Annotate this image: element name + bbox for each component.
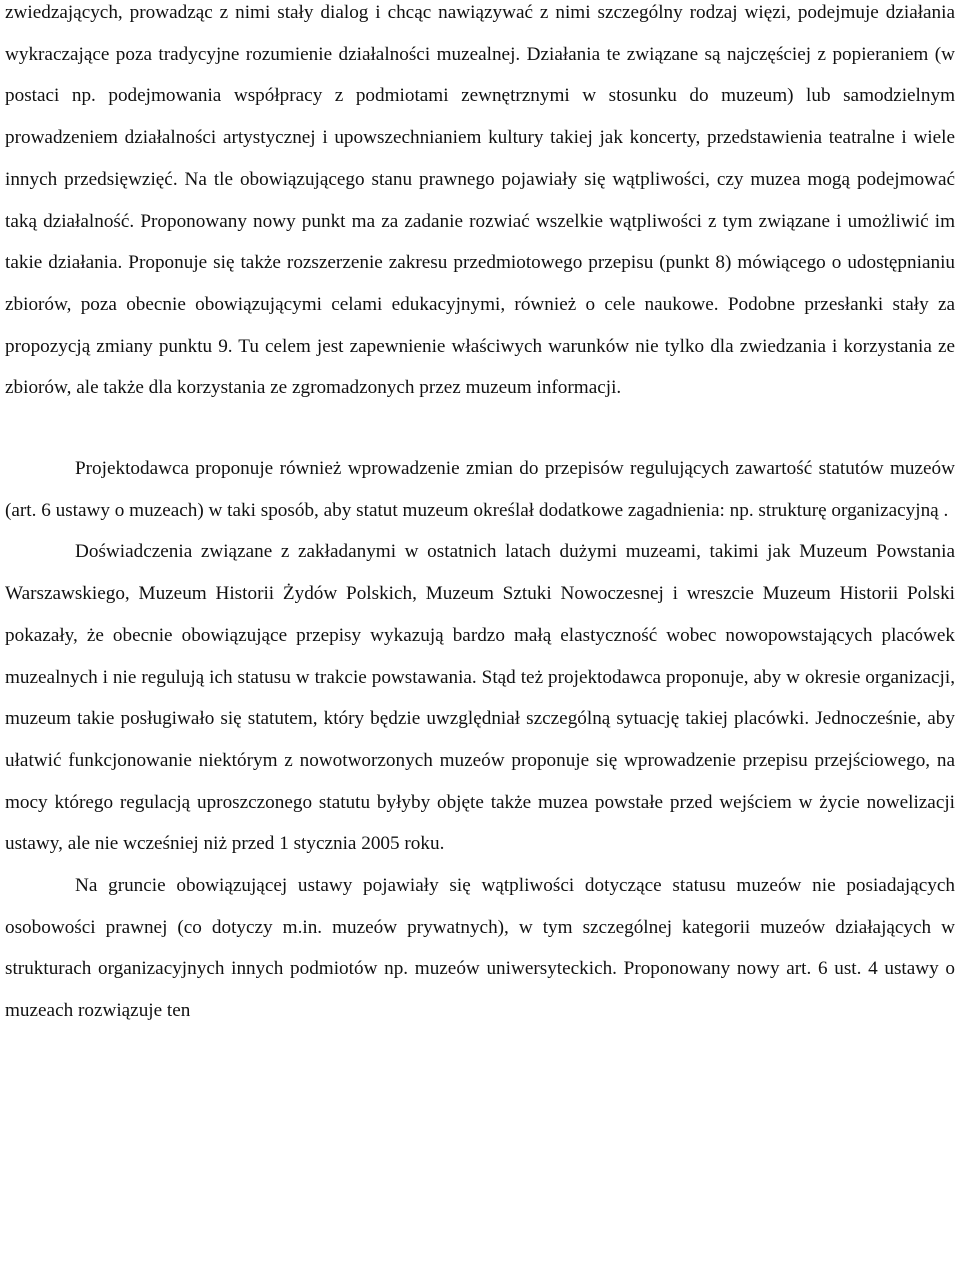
paragraph-museum-activities: zwiedzających, prowadząc z nimi stały dialog i chcąc nawiązywać z nimi szczególny rodzaj więzi, podejmuje działania wykraczające poza tradycyjne rozumienie działalności muzealnej. Działania te związane są najczęściej z popieraniem (w postaci np. podejmowania współpracy z podmiotami zewnętrznymi w stosunku do muzeum) lub samodzielnym prowadzeniem działalności artystycznej i upowszechnianiem kultury takiej jak koncerty, przedstawienia teatralne i wiele innych przedsięwzięć. Na tle obowiązującego stanu prawnego pojawiały się wątpliwości, czy muzea mogą podejmować taką działalność. Proponowany nowy punkt ma za zadanie rozwiać wszelkie wątpliwości z tym związane i umożliwić im takie działania. Proponuje się także rozszerzenie zakresu przedmiotowego przepisu (punkt 8) mówiącego o udostępnianiu zbiorów, poza obecnie obowiązującymi celami edukacyjnymi, również o cele naukowe. Podobne przesłanki stały za propozycją zmiany punktu 9. Tu celem jest zapewnienie właściwych warunków nie tylko dla zwiedzania i korzystania ze zbiorów, ale także dla korzystania ze zgromadzonych przez muzeum informacji. [5,2,955,399]
paragraph-statutes: Projektodawca proponuje również wprowadzenie zmian do przepisów regulujących zawartość statutów muzeów (art. 6 ustawy o muzeach) w taki sposób, aby statut muzeum określał dodatkowe zagadnienia: np. strukturę organizacyjną . [5,458,955,521]
paragraph-legal-status: Na gruncie obowiązującej ustawy pojawiały się wątpliwości dotyczące statusu muzeów nie posiadających osobowości prawnej (co dotyczy m.in. muzeów prywatnych), w tym szczególnej kategorii muzeów działających w strukturach organizacyjnych innych podmiotów np. muzeów uniwersyteckich. Proponowany nowy art. 6 ust. 4 ustawy o muzeach rozwiązuje ten [5,875,955,1022]
paragraph-new-museums: Doświadczenia związane z zakładanymi w ostatnich latach dużymi muzeami, takimi jak Muzeum Powstania Warszawskiego, Muzeum Historii Żydów Polskich, Muzeum Sztuki Nowoczesnej i wreszcie Muzeum Historii Polski pokazały, że obecnie obowiązujące przepisy wykazują bardzo małą elastyczność wobec nowopowstających placówek muzealnych i nie regulują ich statusu w trakcie powstawania. Stąd też projektodawca proponuje, aby w okresie organizacji, muzeum takie posługiwało się statutem, który będzie uwzględniał szczególną sytuację takiej placówki. Jednocześnie, aby ułatwić funkcjonowanie niektórym z nowotworzonych muzeów proponuje się wprowadzenie przepisu przejściowego, na mocy którego regulacją uproszczonego statutu byłyby objęte także muzea powstałe przed wejściem w życie nowelizacji ustawy, ale nie wcześniej niż przed 1 stycznia 2005 roku. [5,541,955,855]
document-page [5,0,955,1032]
